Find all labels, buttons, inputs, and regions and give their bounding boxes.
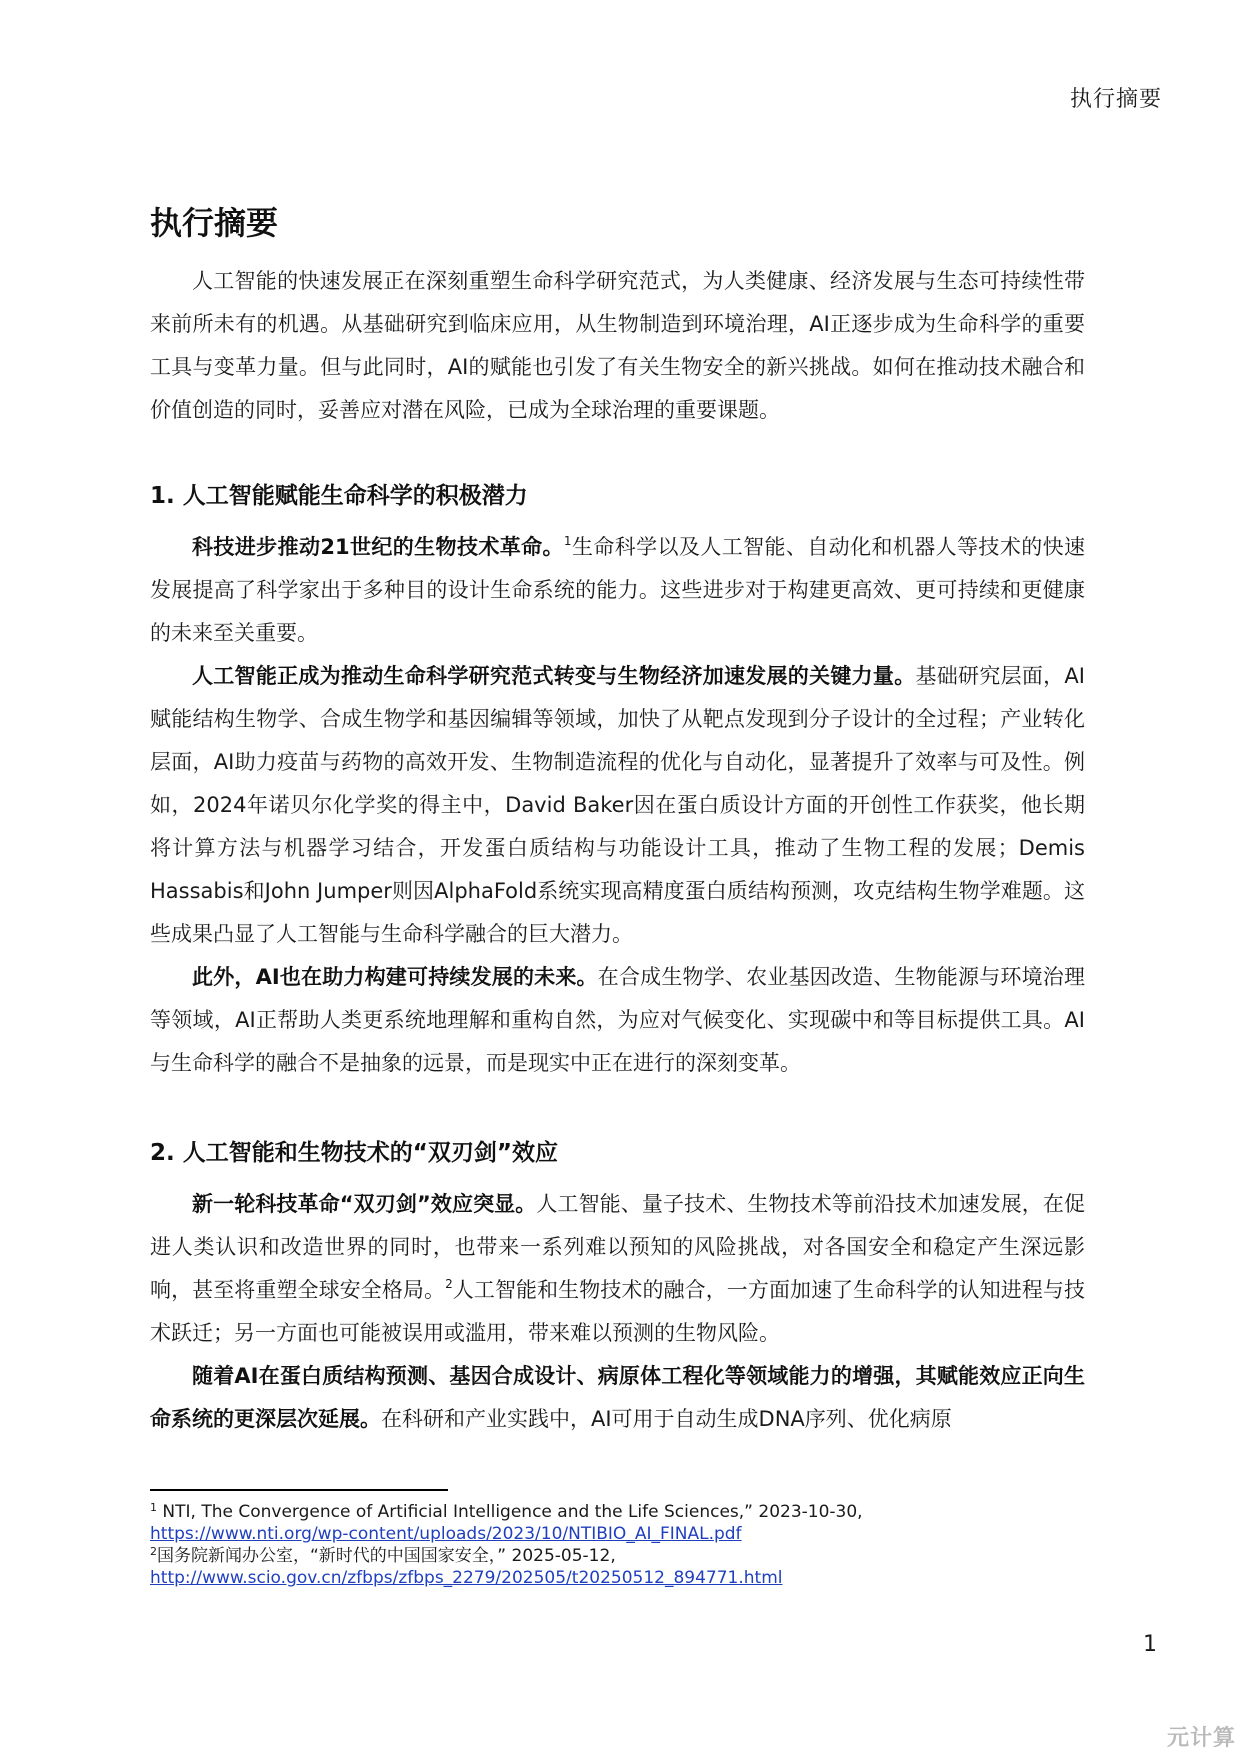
section-2-heading: 2. 人工智能和生物技术的“双刃剑”效应 xyxy=(150,1140,558,1166)
section-1-paragraph-3 xyxy=(150,956,1085,1085)
footnote-1-link[interactable]: https://www.nti.org/wp-content/uploads/2023/10/NTIBIO_AI_FINAL.pdf xyxy=(150,1524,742,1544)
footnote-1-number: 1 xyxy=(150,1501,157,1514)
section-1-heading: 1. 人工智能赋能生命科学的积极潜力 xyxy=(150,483,528,509)
page-number: 1 xyxy=(1143,1632,1157,1657)
section-2-paragraph-1 xyxy=(150,1183,1085,1355)
section-2-paragraph-1-lead: 新一轮科技革命“双刃剑”效应突显。 xyxy=(192,1192,537,1216)
footnote-ref-1[interactable]: 1 xyxy=(563,534,572,548)
section-1-paragraph-2 xyxy=(150,655,1085,956)
section-2-paragraph-1-body-a: 人工智能、量子技术、生物技术等前沿技术加速发展，在促进人类认识和改造世界的同时，也带来一系列难以预知的风险挑战，对各国安全和稳定产生深远影响，甚至将重塑全球安全格局。 xyxy=(150,1192,1086,1302)
footnote-2-text: 国务院新闻办公室，“新时代的中国国家安全，” 2025-05-12, xyxy=(157,1546,616,1566)
section-spacer xyxy=(150,1085,1085,1133)
footnote-2-link[interactable]: http://www.scio.gov.cn/zfbps/zfbps_2279/202505/t20250512_894771.html xyxy=(150,1568,783,1588)
footnote-1-text: NTI, The Convergence of Artificial Intelligence and the Life Sciences,” 2023-10-30, xyxy=(162,1502,863,1522)
section-spacer xyxy=(150,432,1085,476)
section-1-paragraph-1-body: 生命科学以及人工智能、自动化和机器人等技术的快速发展提高了科学家出于多种目的设计生命系统的能力。这些进步对于构建更高效、更可持续和更健康的未来至关重要。 xyxy=(150,535,1085,645)
footnotes xyxy=(150,1489,1085,1589)
footnote-ref-2[interactable]: 2 xyxy=(445,1277,453,1291)
footnote-2 xyxy=(150,1545,1085,1567)
footnote-1 xyxy=(150,1501,1085,1523)
footnote-1-link-line xyxy=(150,1523,1085,1545)
section-1-paragraph-2-lead: 人工智能正成为推动生命科学研究范式转变与生物经济加速发展的关键力量。 xyxy=(192,664,916,688)
running-header: 执行摘要 xyxy=(1069,87,1162,112)
footnote-divider xyxy=(150,1489,448,1491)
section-1-paragraph-2-body: 基础研究层面，AI赋能结构生物学、合成生物学和基因编辑等领域，加快了从靶点发现到分子设计的全过程；产业转化层面，AI助力疫苗与药物的高效开发、生物制造流程的优化与自动化，显著提升了效率与可及性。例如，2024年诺贝尔化学奖的得主中，David Baker因在蛋白质设计方面的开创性工作获奖，他长期将计算方法与机器学习结合，开发蛋白质结构与功能设计工具，推动了生物工程的发展；Demis Hassabis和John Jumper则因AlphaFold系统实现高精度蛋白质结构预测，攻克结构生物学难题。这些成果凸显了人工智能与生命科学融合的巨大潜力。 xyxy=(150,664,1085,946)
section-2-paragraph-2 xyxy=(150,1355,1085,1441)
page-title: 执行摘要 xyxy=(150,204,279,242)
section-2-paragraph-2-lead: 随着AI在蛋白质结构预测、基因合成设计、病原体工程化等领域能力的增强，其赋能效应正向生命系统的更深层次延展。 xyxy=(150,1364,1085,1431)
footnote-2-number: 2 xyxy=(150,1545,157,1558)
section-1-paragraph-1-lead: 科技进步推动21世纪的生物技术革命。 xyxy=(192,535,564,559)
main-content xyxy=(150,200,1085,1441)
section-1-paragraph-1 xyxy=(150,526,1085,655)
intro-paragraph: 人工智能的快速发展正在深刻重塑生命科学研究范式，为人类健康、经济发展与生态可持续性带来前所未有的机遇。从基础研究到临床应用，从生物制造到环境治理，AI正逐步成为生命科学的重要工具与变革力量。但与此同时，AI的赋能也引发了有关生物安全的新兴挑战。如何在推动技术融合和价值创造的同时，妥善应对潜在风险，已成为全球治理的重要课题。 xyxy=(150,269,1085,422)
section-1-paragraph-3-body: 在合成生物学、农业基因改造、生物能源与环境治理等领域，AI正帮助人类更系统地理解和重构自然，为应对气候变化、实现碳中和等目标提供工具。AI与生命科学的融合不是抽象的远景，而是现实中正在进行的深刻变革。 xyxy=(150,965,1085,1075)
section-2-paragraph-2-body: 在科研和产业实践中，AI可用于自动生成DNA序列、优化病原 xyxy=(381,1407,952,1431)
section-1-paragraph-3-lead: 此外，AI也在助力构建可持续发展的未来。 xyxy=(192,965,598,989)
watermark-logo: 元计算 xyxy=(1166,1726,1236,1751)
section-2-paragraph-1-body-b: 人工智能和生物技术的融合，一方面加速了生命科学的认知进程与技术跃迁；另一方面也可能被误用或滥用，带来难以预测的生物风险。 xyxy=(150,1278,1086,1345)
footnote-2-link-line xyxy=(150,1567,1085,1589)
